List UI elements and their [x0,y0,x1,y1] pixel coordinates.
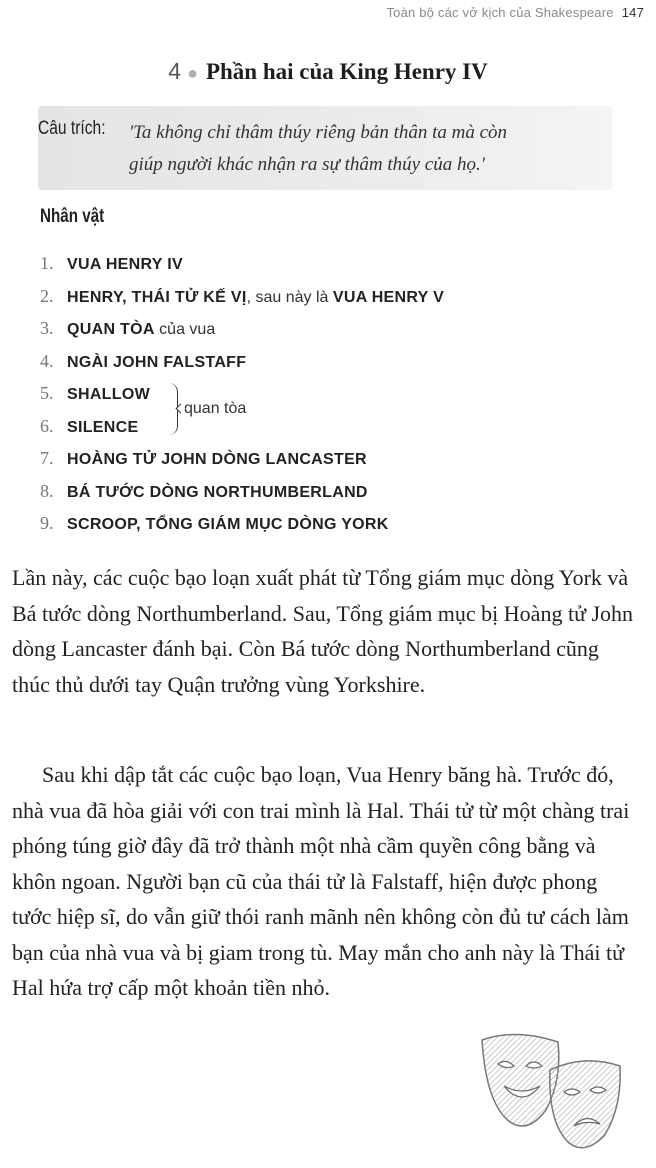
list-item [40,377,620,410]
item-number: 6. [40,415,54,436]
body-paragraph-1: Lần này, các cuộc bạo loạn xuất phát từ Tổng giám mục dòng York và Bá tước dòng Northumberland. Sau, Tổng giám mục bị Hoàng tử John dòng Lancaster đánh bại. Còn Bá tước dòng Northumberland cũng thúc thủ dưới tay Quận trưởng vùng Yorkshire. [12,565,634,697]
character-name: SCROOP, TỔNG GIÁM MỤC DÒNG YORK [67,516,389,533]
character-name: BÁ TƯỚC DÒNG NORTHUMBERLAND [67,483,368,501]
list-item [40,442,620,475]
list-item [40,507,620,540]
list-item [40,312,620,345]
item-number: 7. [40,448,54,468]
bullet-dot-icon: ● [187,63,198,83]
quote-line-2: giúp người khác nhận ra sự thâm thúy của họ.' [129,154,485,175]
item-number: 4. [40,350,54,371]
running-title: Toàn bộ các vở kịch của Shakespeare [386,5,614,20]
chapter-number: 4 [168,58,182,84]
quote-text [129,117,599,181]
character-name: SILENCE [67,418,139,436]
character-list [40,247,620,540]
item-number: 1. [40,253,54,273]
running-header [386,5,644,20]
characters-heading: Nhân vật [40,206,105,227]
character-name: QUAN TÒA [67,321,155,338]
list-item [40,247,620,280]
character-name: NGÀI JOHN FALSTAFF [67,353,247,371]
item-number: 5. [40,383,54,403]
item-number: 2. [40,285,54,306]
character-name: HOÀNG TỬ JOHN DÒNG LANCASTER [67,451,367,468]
character-name: VUA HENRY IV [67,256,183,273]
character-note: của vua [154,321,216,338]
chapter-title-text: Phần hai của King Henry IV [205,59,488,84]
list-item [40,280,620,313]
judges-group-note [168,376,246,442]
character-name: SHALLOW [67,386,150,403]
chapter-title [0,58,656,85]
item-number: 9. [40,513,54,533]
quote-box [38,106,612,190]
theatre-masks-icon [476,1030,626,1158]
list-item [40,345,620,378]
page-number: 147 [621,5,644,20]
quote-label: Câu trích: [38,118,106,139]
item-number: 8. [40,480,54,501]
body-paragraph-2: Sau khi dập tắt các cuộc bạo loạn, Vua Henry băng hà. Trước đó, nhà vua đã hòa giải với con trai mình là Hal. Thái tử từ một chàng trai phóng túng giờ đây đã trở thành một nhà cầm quyền công bằng và khôn ngoan. Người bạn cũ của thái tử là Falstaff, hiện được phong tước hiệp sĩ, do vẫn giữ thói ranh mãnh nên không còn đủ tư cách làm bạn của nhà vua và bị giam trong tù. May mắn cho anh này là Thái tử Hal hứa trợ cấp một khoản tiền nhỏ. [12,762,630,1000]
group-note-text: quan tòa [184,400,247,417]
character-note: , sau này là [246,288,333,306]
item-number: 3. [40,318,54,338]
character-name: HENRY, THÁI TỬ KẾ VỊ [67,288,247,306]
list-item [40,475,620,508]
quote-line-1: 'Ta không chỉ thâm thúy riêng bản thân ta mà còn [129,122,508,143]
list-item [40,410,620,443]
character-name-alt: VUA HENRY V [332,288,445,306]
right-brace-icon [168,383,178,435]
